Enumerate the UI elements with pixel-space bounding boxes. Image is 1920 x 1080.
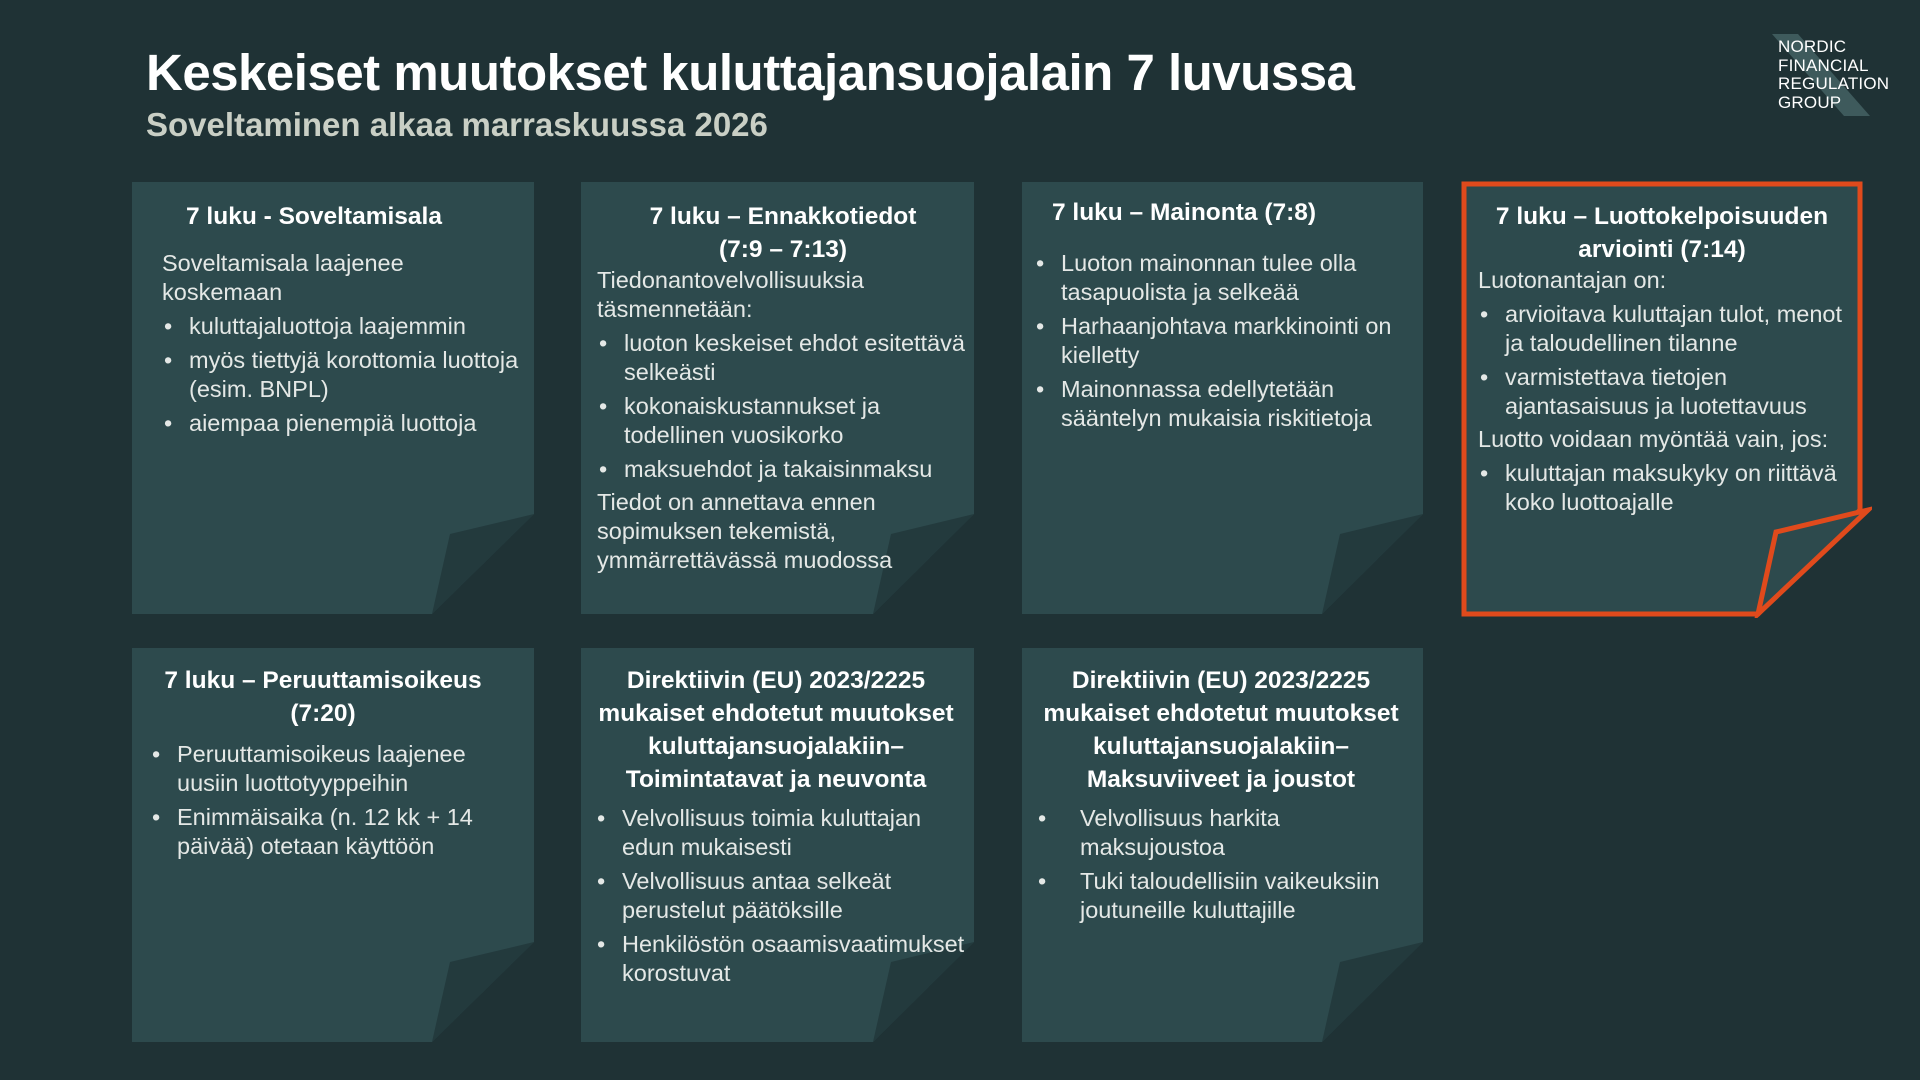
- bullet-item: • kokonaiskustannukset ja todellinen vuosikorko: [597, 392, 969, 450]
- bullet-item: • Mainonnassa edellytetään sääntelyn mukaisia riskitietoja: [1034, 375, 1412, 433]
- bullet-list: [150, 740, 522, 861]
- bullet-list: [1036, 804, 1408, 925]
- card-ennakkotiedot: [581, 182, 974, 614]
- logo-text: [1778, 38, 1889, 112]
- bullet-item: • Velvollisuus antaa selkeät perustelut päätöksille: [595, 867, 969, 925]
- bullet-item: • Harhaanjohtava markkinointi on kielletty: [1034, 312, 1412, 370]
- card-luottokelpoisuus: [1460, 180, 1872, 618]
- logo-line: REGULATION: [1778, 74, 1890, 93]
- bullet-item: • kuluttajaluottoja laajemmin: [162, 312, 524, 341]
- card-title: 7 luku – Mainonta (7:8): [1051, 199, 1317, 226]
- card-toimintatavat-neuvonta: [581, 648, 974, 1042]
- bullet-item: • varmistettava tietojen ajantasaisuus ja luotettavuus: [1478, 363, 1864, 421]
- logo-line: NORDIC: [1778, 37, 1847, 56]
- bullet-item: • Henkilöstön osaamisvaatimukset korostuvat: [595, 930, 969, 988]
- bullet-item: • Peruuttamisoikeus laajenee uusiin luottotyyppeihin: [150, 740, 522, 798]
- card-soveltamisala: [132, 182, 534, 614]
- card-title: 7 luku – Ennakkotiedot (7:9 – 7:13): [649, 203, 917, 263]
- bullet-item: • Luoton mainonnan tulee olla tasapuolista ja selkeää: [1034, 249, 1412, 307]
- card-intro: Tiedonantovelvollisuuksia täsmennetään:: [597, 267, 864, 322]
- card-outro: Tiedot on annettava ennen sopimuksen tekemistä, ymmärrettävässä muodossa: [597, 489, 893, 573]
- card-intro: Soveltamisala laajenee koskemaan: [162, 250, 404, 305]
- card-title: Direktiivin (EU) 2023/2225 mukaiset ehdotetut muutokset kuluttajansuojalakiin– Toimintatavat ja neuvonta: [598, 667, 954, 793]
- card-title: Direktiivin (EU) 2023/2225 mukaiset ehdotetut muutokset kuluttajansuojalakiin– Maksuviiveet ja joustot: [1043, 667, 1399, 793]
- bullet-list: [1478, 459, 1864, 517]
- card-title: 7 luku – Luottokelpoisuuden arviointi (7:14): [1495, 203, 1829, 263]
- card-intro: Luotonantajan on:: [1478, 267, 1667, 293]
- page-subtitle: Soveltaminen alkaa marraskuussa 2026: [146, 106, 768, 143]
- card-peruuttamisoikeus: [132, 648, 534, 1042]
- card-maksuviiveet-joustot: [1022, 648, 1423, 1042]
- card-intro-secondary: Luotto voidaan myöntää vain, jos:: [1478, 426, 1829, 452]
- bullet-list: [1478, 300, 1864, 421]
- bullet-item: • arvioitava kuluttajan tulot, menot ja taloudellinen tilanne: [1478, 300, 1864, 358]
- card-title: 7 luku - Soveltamisala: [186, 203, 442, 230]
- card-title: 7 luku – Peruuttamisoikeus (7:20): [164, 667, 482, 727]
- bullet-item: • maksuehdot ja takaisinmaksu: [597, 455, 969, 484]
- bullet-list: [1034, 249, 1412, 433]
- bullet-item: • kuluttajan maksukyky on riittävä koko luottoajalle: [1478, 459, 1864, 517]
- bullet-item: • Enimmäisaika (n. 12 kk + 14 päivää) otetaan käyttöön: [150, 803, 522, 861]
- logo-line: FINANCIAL: [1778, 55, 1869, 75]
- page-title: Keskeiset muutokset kuluttajansuojalain 7 luvussa: [146, 44, 1355, 101]
- bullet-item: • luoton keskeiset ehdot esitettävä selkeästi: [597, 329, 969, 387]
- card-mainonta: [1022, 182, 1423, 614]
- bullet-list: [162, 312, 524, 438]
- bullet-item: • Tuki taloudellisiin vaikeuksiin joutuneille kuluttajille: [1036, 867, 1408, 925]
- bullet-item: • aiempaa pienempiä luottoja: [162, 409, 524, 438]
- company-logo: [1772, 34, 1902, 118]
- bullet-item: • Velvollisuus toimia kuluttajan edun mukaisesti: [595, 804, 969, 862]
- bullet-item: • Velvollisuus harkita maksujoustoa: [1036, 804, 1408, 862]
- bullet-list: [597, 329, 969, 484]
- logo-line: GROUP: [1778, 92, 1842, 112]
- bullet-item: • myös tiettyjä korottomia luottoja (esim. BNPL): [162, 346, 524, 404]
- bullet-list: [595, 804, 969, 988]
